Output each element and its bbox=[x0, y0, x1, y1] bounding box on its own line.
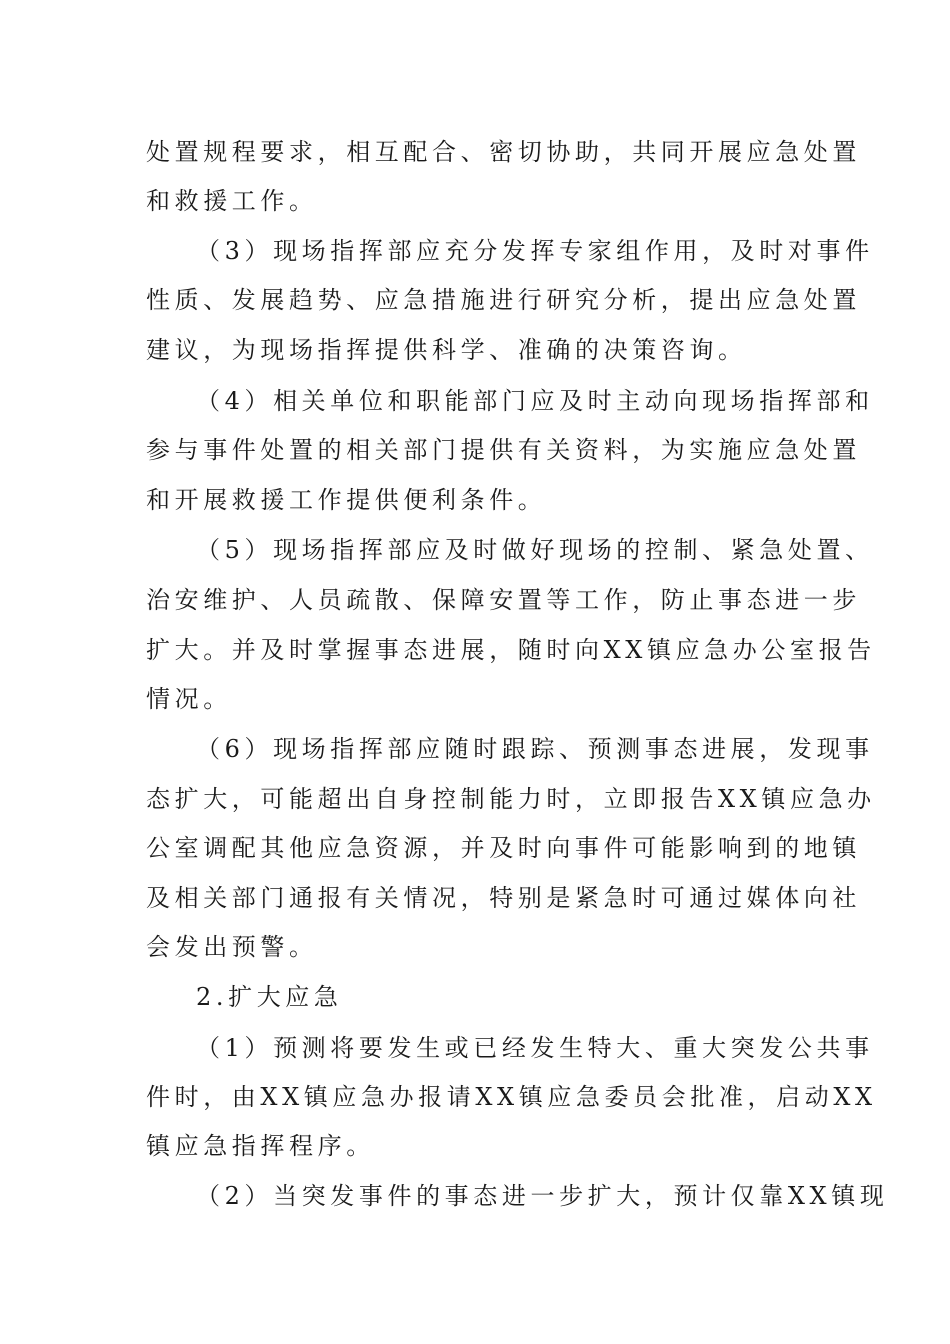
text-line: 件时，由XX镇应急办报请XX镇应急委员会批准，启动XX bbox=[146, 1083, 877, 1111]
paragraph-2-line: （2）当突发事件的事态进一步扩大，预计仅靠XX镇现 bbox=[196, 1182, 889, 1210]
text-line: 处置规程要求，相互配合、密切协助，共同开展应急处置 bbox=[146, 138, 861, 166]
text-line: 扩大。并及时掌握事态进展，随时向XX镇应急办公室报告 bbox=[146, 636, 876, 664]
text-line: 态扩大，可能超出自身控制能力时，立即报告XX镇应急办 bbox=[146, 785, 876, 813]
text-line: 和救援工作。 bbox=[146, 187, 318, 215]
text-line: 镇应急指挥程序。 bbox=[146, 1132, 375, 1160]
section-heading: 2.扩大应急 bbox=[196, 983, 343, 1011]
paragraph-1-line: （1）预测将要发生或已经发生特大、重大突发公共事 bbox=[196, 1034, 874, 1062]
paragraph-6-line: （6）现场指挥部应随时跟踪、预测事态进展，发现事 bbox=[196, 735, 874, 763]
text-line: 会发出预警。 bbox=[146, 933, 318, 961]
text-line: 及相关部门通报有关情况，特别是紧急时可通过媒体向社 bbox=[146, 884, 861, 912]
paragraph-4-line: （4）相关单位和职能部门应及时主动向现场指挥部和 bbox=[196, 387, 874, 415]
paragraph-5-line: （5）现场指挥部应及时做好现场的控制、紧急处置、 bbox=[196, 536, 874, 564]
text-line: 参与事件处置的相关部门提供有关资料，为实施应急处置 bbox=[146, 436, 861, 464]
text-line: 治安维护、人员疏散、保障安置等工作，防止事态进一步 bbox=[146, 586, 861, 614]
text-line: 建议，为现场指挥提供科学、准确的决策咨询。 bbox=[146, 336, 747, 364]
paragraph-3-line: （3）现场指挥部应充分发挥专家组作用，及时对事件 bbox=[196, 237, 874, 265]
text-line: 性质、发展趋势、应急措施进行研究分析，提出应急处置 bbox=[146, 286, 861, 314]
text-line: 情况。 bbox=[146, 685, 232, 713]
text-line: 和开展救援工作提供便利条件。 bbox=[146, 486, 547, 514]
text-line: 公室调配其他应急资源，并及时向事件可能影响到的地镇 bbox=[146, 834, 861, 862]
